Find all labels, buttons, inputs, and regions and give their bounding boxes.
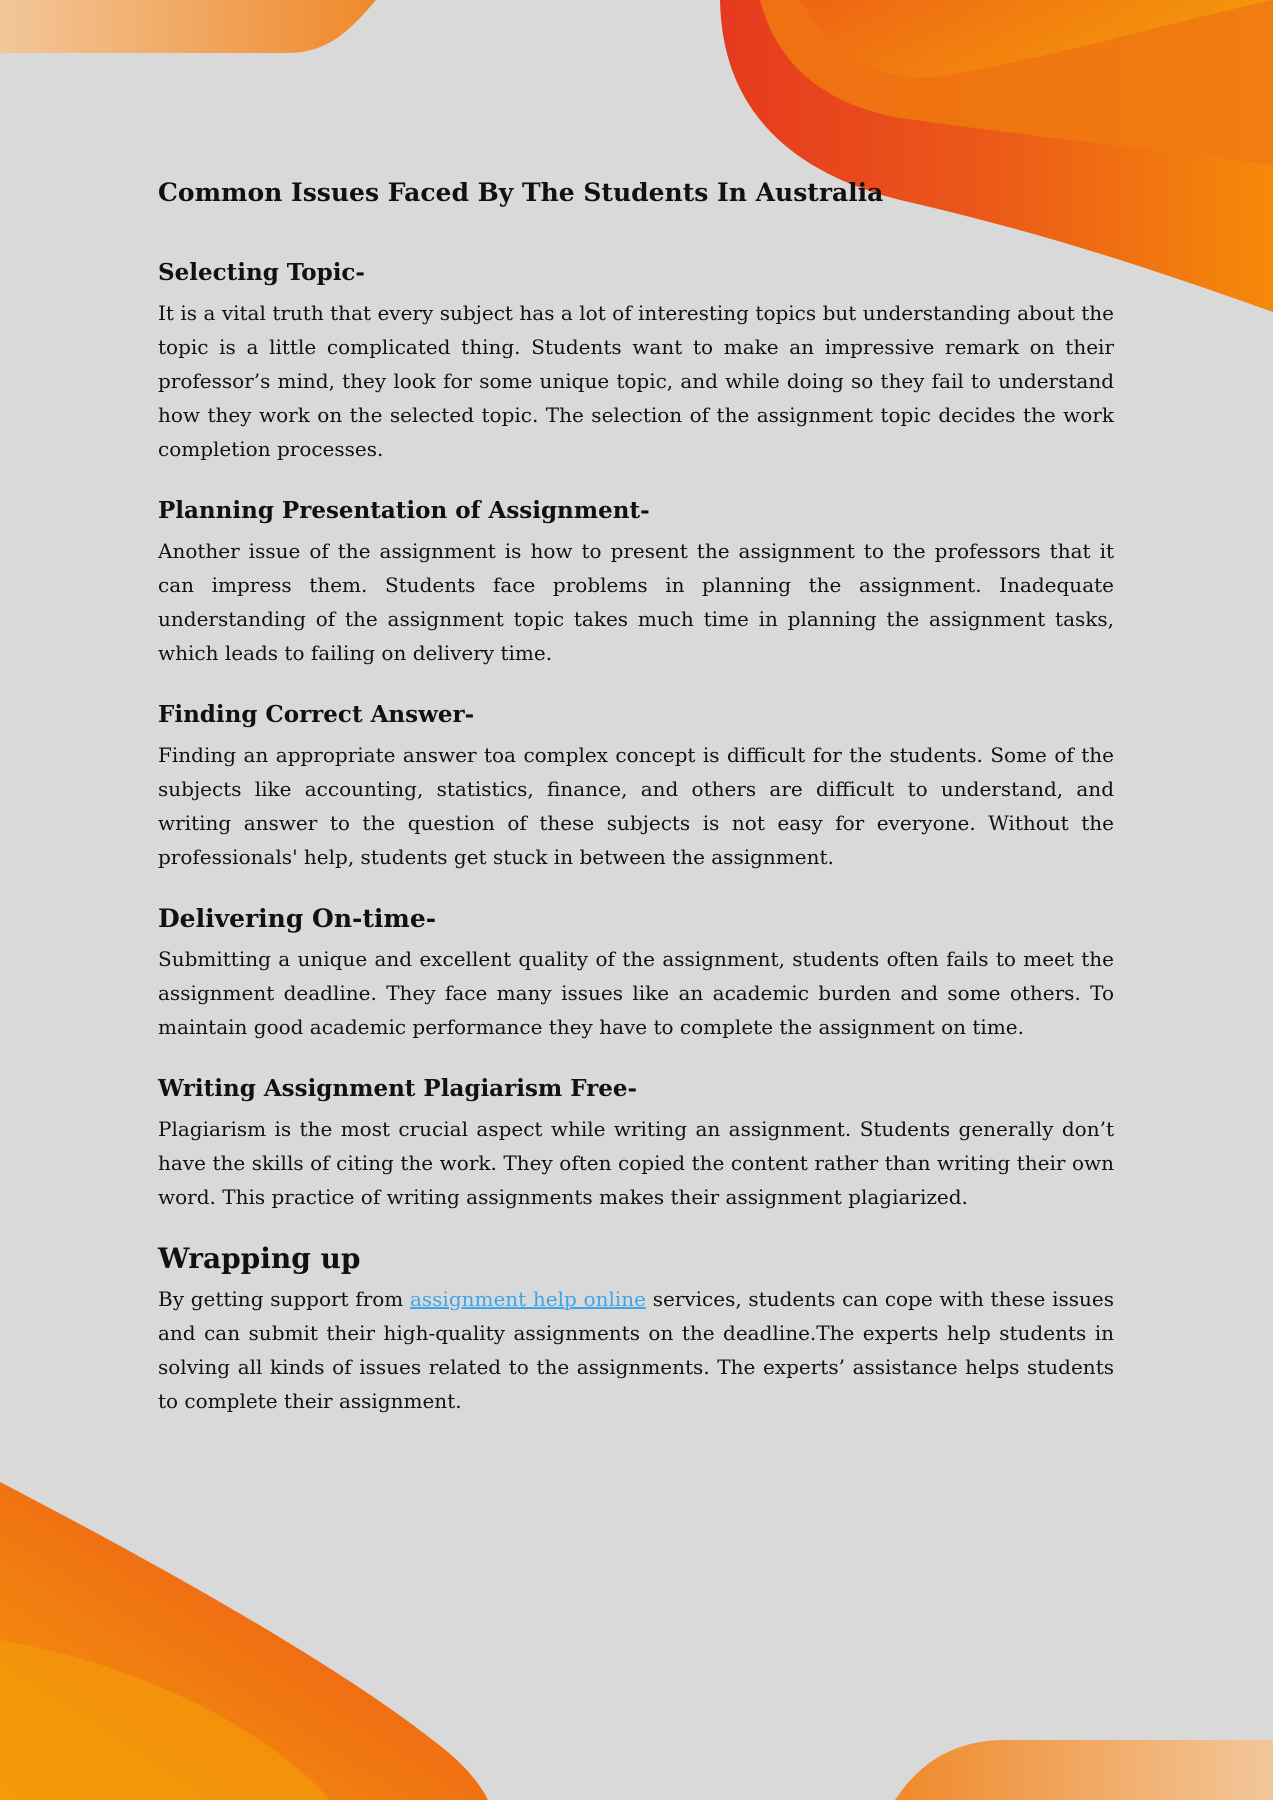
section-body: Submitting a unique and excellent quality of the assignment, students often fails to meet the assignment deadline. They face many issues like an academic burden and some others. To maintain good academic performance they have to complete the assignment on time. — [158, 947, 1114, 1039]
section-planning-presentation — [158, 494, 1114, 670]
section-heading: Writing Assignment Plagiarism Free- — [158, 1075, 638, 1102]
section-heading: Selecting Topic- — [158, 259, 365, 286]
document-content — [158, 170, 1114, 1446]
section-body: Finding an appropriate answer toa complex concept is difficult for the students. Some of the subjects like accounting, statistics, finance, and others are difficult to understand, and writing answer to the question of these subjects is not easy for everyone. Without the professionals' help, students get stuck in between the assignment. — [158, 743, 1114, 869]
section-heading: Finding Correct Answer- — [158, 701, 475, 728]
section-selecting-topic — [158, 256, 1114, 466]
section-delivering-on-time — [158, 902, 1114, 1044]
wrap-up-heading: Wrapping up — [158, 1242, 361, 1275]
assignment-help-online-link[interactable]: assignment help online — [409, 1287, 646, 1311]
section-body: Plagiarism is the most crucial aspect while writing an assignment. Students generally don’t have the skills of citing the work. They often copied the content rather than writing their own word. This practice of writing assignments makes their assignment plagiarized. — [158, 1117, 1114, 1209]
wrap-up-body — [158, 1282, 1114, 1418]
section-wrapping-up — [158, 1242, 1114, 1418]
section-plagiarism-free — [158, 1072, 1114, 1214]
wrap-up-text-after-link: services, students can cope with these issues and can submit their high-quality assignments on the deadline.The experts help students in solving all kinds of issues related to the assignments. The experts’ assistance helps students to complete their assignment. — [158, 1287, 1115, 1413]
section-finding-correct-answer — [158, 698, 1114, 874]
wrap-up-text-before-link: By getting support from — [158, 1287, 410, 1311]
document-title: Common Issues Faced By The Students In Australia — [158, 178, 884, 207]
bottom-right-shape — [895, 1740, 1273, 1800]
top-left-shape — [0, 0, 376, 53]
section-body: Another issue of the assignment is how to present the assignment to the professors that it can impress them. Students face problems in planning the assignment. Inadequate understanding of the assignment topic takes much time in planning the assignment tasks, which leads to failing on delivery time. — [158, 539, 1114, 665]
section-heading: Delivering On-time- — [158, 904, 437, 933]
section-heading: Planning Presentation of Assignment- — [158, 497, 650, 524]
section-body: It is a vital truth that every subject has a lot of interesting topics but understanding about the topic is a little complicated thing. Students want to make an impressive remark on their professor’s mind, they look for some unique topic, and while doing so they fail to understand how they work on the selected topic. The selection of the assignment topic decides the work completion processes. — [158, 301, 1114, 461]
